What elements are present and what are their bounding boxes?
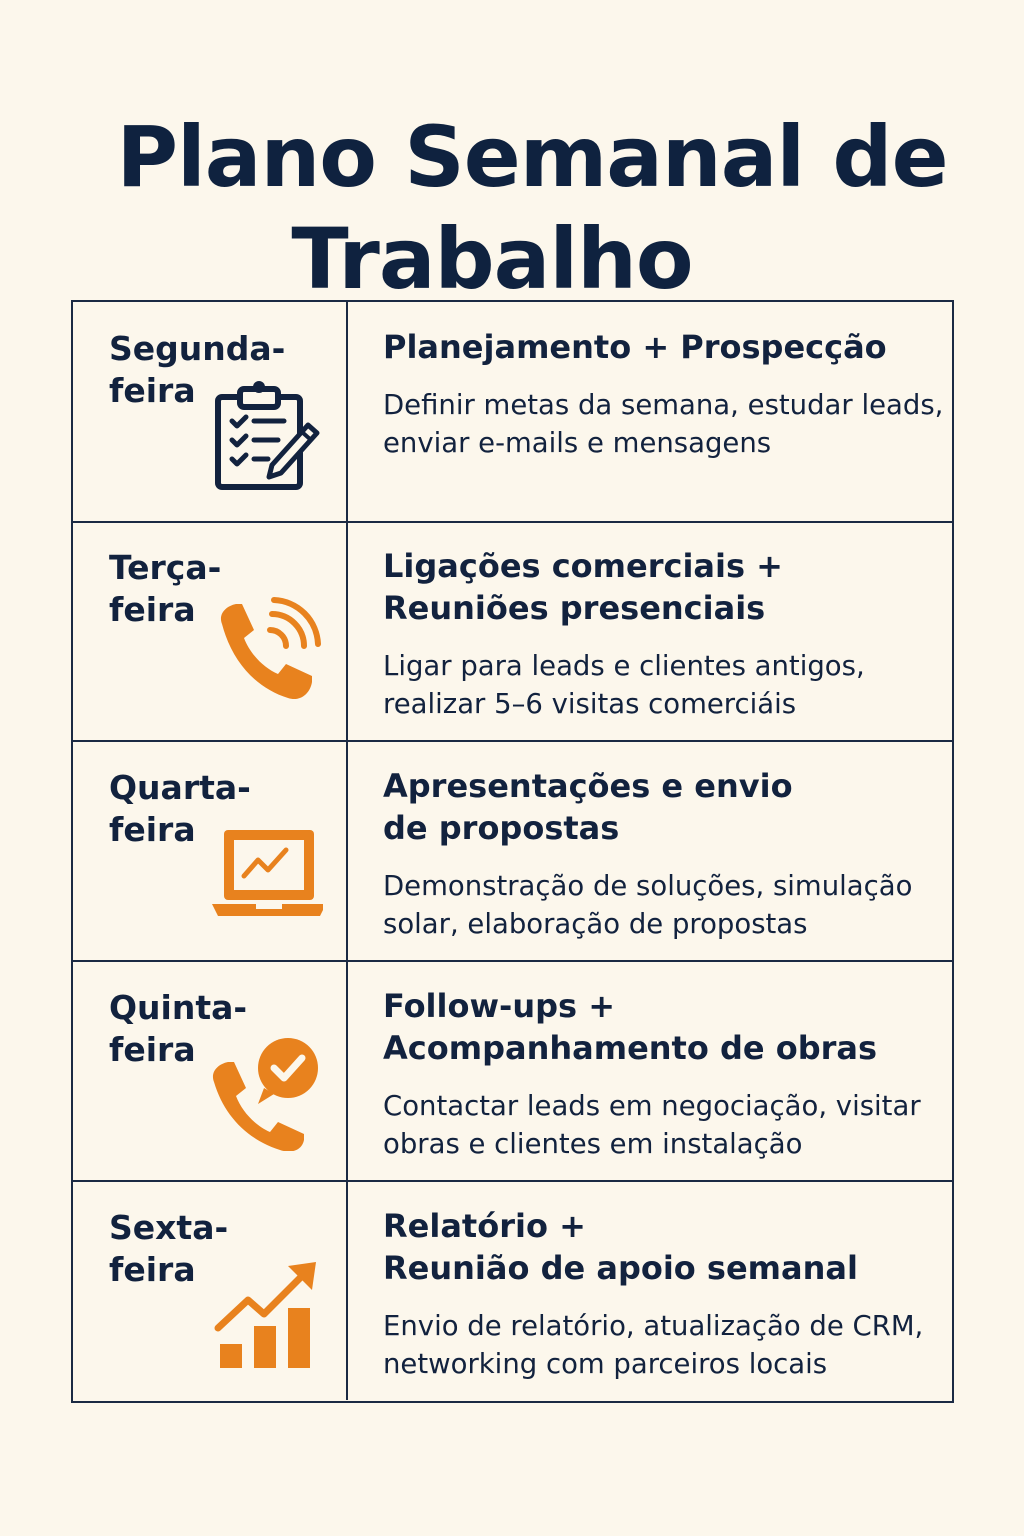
- day-name-line-1: Quinta-: [109, 988, 248, 1027]
- task-description-line-2: realizar 5–6 visitas comerciáis: [383, 688, 797, 720]
- task-description-line-1: Definir metas da semana, estudar leads,: [383, 389, 944, 421]
- task-description-monday: [383, 386, 948, 462]
- task-cell-tuesday: [348, 521, 952, 740]
- day-cell-tuesday: [73, 521, 348, 740]
- day-name-line-2: feira: [109, 810, 196, 849]
- page-title-line-1: Plano Semanal de: [116, 108, 948, 207]
- task-title-monday: [383, 326, 943, 368]
- day-name-line-2: feira: [109, 590, 196, 629]
- weekly-schedule-table: [71, 300, 954, 1403]
- task-description-wednesday: [383, 867, 948, 943]
- page-title-line-2: Trabalho: [291, 210, 693, 309]
- phone-checkmark-icon: [208, 1036, 323, 1151]
- task-title-line-1: Ligações comerciais +: [383, 547, 783, 585]
- day-cell-friday: [73, 1181, 348, 1400]
- task-description-friday: [383, 1307, 948, 1383]
- phone-ringing-icon: [208, 596, 323, 711]
- task-description-line-2: solar, elaboração de propostas: [383, 908, 808, 940]
- day-name-line-1: Sexta-: [109, 1208, 229, 1247]
- task-description-line-1: Ligar para leads e clientes antigos,: [383, 650, 865, 682]
- task-description-thursday: [383, 1087, 948, 1163]
- task-description-line-1: Demonstração de soluções, simulação: [383, 870, 913, 902]
- day-name-line-2: feira: [109, 371, 196, 410]
- laptop-chart-icon: [208, 816, 323, 931]
- task-description-line-1: Envio de relatório, atualização de CRM,: [383, 1310, 924, 1342]
- task-title-wednesday: [383, 765, 943, 849]
- task-title-line-2: Acompanhamento de obras: [383, 1029, 878, 1067]
- task-title-tuesday: [383, 545, 943, 629]
- task-cell-friday: [348, 1181, 952, 1400]
- day-name-line-2: feira: [109, 1030, 196, 1069]
- day-name-line-1: Quarta-: [109, 768, 251, 807]
- day-cell-thursday: [73, 961, 348, 1180]
- task-title-line-2: de propostas: [383, 809, 620, 847]
- task-title-line-2: Reunião de apoio semanal: [383, 1249, 858, 1287]
- task-description-line-2: networking com parceiros locais: [383, 1348, 828, 1380]
- clipboard-checklist-icon: [208, 377, 323, 492]
- task-title-line-1: Planejamento + Prospecção: [383, 328, 887, 366]
- task-title-line-1: Relatório +: [383, 1207, 586, 1245]
- day-name-line-1: Terça-: [109, 548, 222, 587]
- page-title: [0, 106, 1024, 310]
- task-title-friday: [383, 1205, 943, 1289]
- schedule-row-friday: [73, 1181, 952, 1400]
- task-description-line-2: obras e clientes em instalação: [383, 1128, 803, 1160]
- task-description-tuesday: [383, 647, 948, 723]
- day-cell-monday: [73, 302, 348, 521]
- day-name-line-2: feira: [109, 1250, 196, 1289]
- task-title-line-1: Apresentações e envio: [383, 767, 793, 805]
- schedule-row-wednesday: [73, 741, 952, 962]
- task-cell-monday: [348, 302, 952, 521]
- schedule-row-tuesday: [73, 521, 952, 742]
- task-cell-wednesday: [348, 741, 952, 960]
- schedule-row-monday: [73, 302, 952, 523]
- schedule-row-thursday: [73, 961, 952, 1182]
- task-description-line-1: Contactar leads em negociação, visitar: [383, 1090, 921, 1122]
- task-title-line-2: Reuniões presenciais: [383, 589, 766, 627]
- task-cell-thursday: [348, 961, 952, 1180]
- growth-chart-icon: [208, 1256, 323, 1371]
- task-description-line-2: enviar e-mails e mensagens: [383, 427, 772, 459]
- day-name-line-1: Segunda-: [109, 329, 286, 368]
- day-cell-wednesday: [73, 741, 348, 960]
- task-title-line-1: Follow-ups +: [383, 987, 615, 1025]
- task-title-thursday: [383, 985, 943, 1069]
